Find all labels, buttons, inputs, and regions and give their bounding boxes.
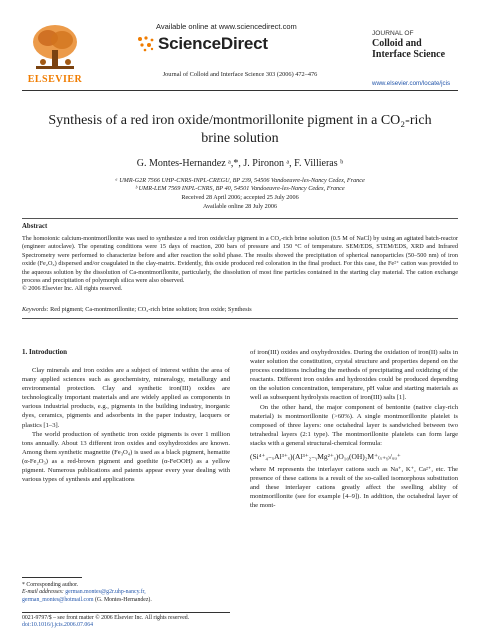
email-link-2[interactable]: german_montes@hotmail.com bbox=[22, 596, 94, 603]
journal-title-line1: Colloid and bbox=[372, 38, 422, 49]
journal-url-link[interactable]: www.elsevier.com/locate/jcis bbox=[372, 80, 451, 87]
email-owner: (G. Montes-Hernandez). bbox=[94, 596, 152, 603]
article-header bbox=[0, 0, 480, 96]
sciencedirect-logo: ScienceDirect bbox=[158, 34, 268, 54]
abstract-copyright: © 2006 Elsevier Inc. All rights reserved. bbox=[22, 285, 123, 293]
email-link-1[interactable]: german.montes@g2r.uhp-nancy.fr, bbox=[65, 589, 146, 596]
footnote-marker: * bbox=[22, 582, 25, 588]
montmorillonite-formula: (Si⁴⁺₄₋ₓAl³⁺ₓ)(Al³⁺₂₋ᵧMg²⁺ᵧ)O₁₀(OH)₂M⁺₍ₓ₊ᵧ₎/ᵤᵤ⁺ bbox=[250, 452, 401, 462]
abstract-top-divider bbox=[22, 218, 458, 219]
journal-title-line2: Interface Science bbox=[372, 49, 446, 60]
affiliation-a: ᵃ UMR-G2R 7566 UHP-CNRS-INPL-CREGU, BP 239, 54506 Vandoeuvre-les-Nancy Cedex, France bbox=[115, 177, 365, 184]
doi-link[interactable]: doi:10.1016/j.jcis.2006.07.064 bbox=[22, 622, 94, 629]
journal-of-label: JOURNAL OF bbox=[372, 30, 414, 37]
abstract-body bbox=[22, 235, 458, 294]
available-online-date: Available online 28 July 2006 bbox=[202, 203, 278, 210]
right-column bbox=[250, 348, 458, 511]
intro-paragraph-4: On the other hand, the major component of bentonite (native clay-rich material) is montmorillonite (>60%). A single montmorillonite platelet is composed of three layers: one octahedral layer is sandwiched between two tetrahedral layers (2:1 type). The montmorillonite platelets can form large stacks with a general structural-chemical formula: bbox=[250, 403, 458, 447]
intro-paragraph-5: where M represents the interlayer cations such as Na⁺, K⁺, Ca²⁺, etc. The presence of these cations is a result of the so-called isomorphous substitution and these interlayer cations greatly affect the swelling ability of montmorillonite (see for example [4–9]). In addition, the octahedral layer of the mont- bbox=[250, 466, 458, 510]
journal-citation: Journal of Colloid and Interface Science 303 (2006) 472–476 bbox=[162, 71, 318, 78]
imprint-block bbox=[22, 615, 189, 629]
abstract-heading: Abstract bbox=[22, 223, 48, 230]
corresponding-author-footnote bbox=[22, 582, 230, 604]
intro-paragraph-3: of iron(III) oxides and oxyhydroxides. During the oxidation of iron(II) salts in water solution the constitution, crystal structure and properties depend on the process conditions including the methods of precipitating and oxidizing of the reactants. Different iron oxides and hydroxides could be produced depending on the solution concentration, temperature, pH value and starting materials as well as subsequent hydrolysis reaction of iron(III) salts [1]. bbox=[250, 349, 458, 402]
section-heading-introduction: 1. Introduction bbox=[22, 348, 67, 356]
keywords-values: Red pigment; Ca-montmorillonite; CO₂-rich brine solution; Iron oxide; Synthesis bbox=[50, 306, 252, 313]
author-list: G. Montes-Hernandez ᵃ,*, J. Pironon ᵃ, F. Villieras ᵇ bbox=[136, 158, 344, 169]
keywords-label: Keywords: bbox=[22, 306, 49, 313]
keywords-line bbox=[22, 306, 458, 313]
journal-masthead bbox=[372, 30, 445, 60]
issn-line: 0021-9797/$ – see front matter © 2006 Elsevier Inc. All rights reserved. bbox=[22, 615, 190, 621]
elsevier-tree-logo bbox=[28, 22, 82, 72]
header-divider bbox=[22, 90, 458, 91]
available-online-text: Available online at www.sciencedirect.com bbox=[156, 22, 297, 31]
email-label: E-mail addresses: bbox=[22, 589, 64, 596]
intro-paragraph-2: The world production of synthetic iron oxide pigments is over 1 million tons annually. About 13 different iron oxides and oxyhydroxides are known. Among them synthetic magnetite (Fe₃O₄) is used as a black pigment, hematite (α-Fe₂O₃) as a red-brown pigment and goethite (α-FeOOH) as a yellow pigment. Numerous publications and patents appear every year dealing with various types of synthesis and applications bbox=[22, 430, 230, 484]
left-column bbox=[22, 348, 230, 484]
article-title: Synthesis of a red iron oxide/montmorillonite pigment in a CO₂-rich brine solution bbox=[48, 113, 432, 146]
footnote-label: Corresponding author. bbox=[26, 582, 79, 588]
abstract-bottom-divider bbox=[22, 318, 458, 319]
sciencedirect-dots-icon bbox=[136, 35, 156, 53]
publisher-wordmark: ELSEVIER bbox=[27, 74, 83, 85]
received-dates: Received 28 April 2006; accepted 25 July 2006 bbox=[181, 194, 299, 201]
imprint-divider bbox=[22, 612, 230, 613]
affiliation-b: ᵇ UMR-LEM 7569 INPL-CNRS, BP 40, 54501 Vandoeuvre-les-Nancy Cedex, France bbox=[135, 185, 345, 192]
footnote-divider bbox=[22, 577, 82, 578]
intro-paragraph-1: Clay minerals and iron oxides are a subject of interest within the area of many applied sciences such as geochemistry, mineralogy, metallurgy and environmental protection. Clay and synthetic iron(III) oxides are technologically important materials and are widely applied as components in various industrial products, e.g., pigments in the building industry, inorganic dyes, ceramics, pigments and adsorbents in the paper industry, lacquers or plastics [1–3]. bbox=[22, 367, 230, 429]
abstract-text: The homoionic calcium-montmorillonite was used to synthesize a red iron oxide/clay pigment in a CO₂-rich brine solution (0.5 M of NaCl) by using an agitated batch-reactor (engineer autoclave). The operating conditions were 15 days of reaction, 200 bars of pressure and 150 °C of temperature. SEM/EDS, STEM/EDS, XRD and Infrared Spectrometry were performed to characterize before and after reaction the solid phase. The results showed the precipitation of spherical nanoparticles (50–500 nm) of iron oxide (Fe₂O₃) dispersed and/or coagulated in the clay-matrix. Evidently, this oxide produced red coloration in the final product. For this case, the Fe²⁺ cation was provided to the aqueous solution by the dissolution of Ca-montmorillonite, particularly, the dissolution of most fine particles contained in the starting clay material. The cation exchange process and precipitation of polymorph silica were also observed. bbox=[22, 235, 458, 285]
